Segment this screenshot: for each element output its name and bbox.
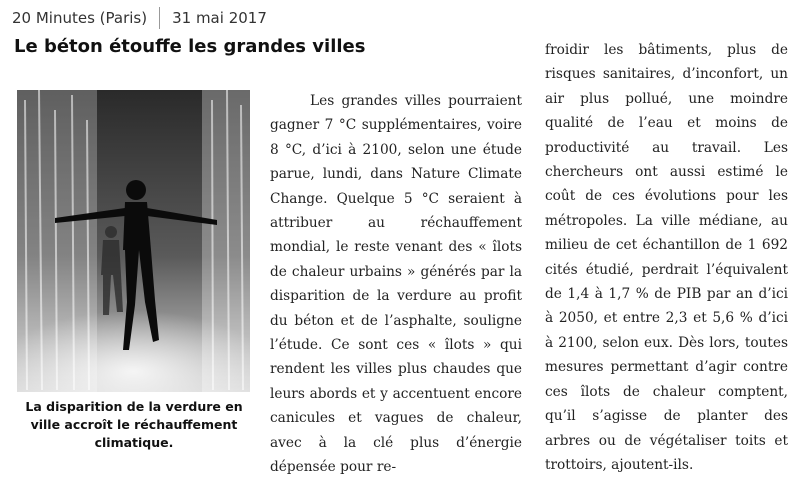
article-column-1: Les grandes villes pourraient gagner 7 °C supplémentaires, voire 8 °C, d’ici à 2100, selon une étude parue, lundi, dans Nature Climate Change. Quelque 5 °C seraient à attribuer au réchauffement mondial, le reste venant des « îlots de chaleur urbains » générés par la disparition de la verdure au profit du béton et de l’asphalte, souligne l’étude. Ce sont ces « îlots » qui rendent les villes plus chaudes que leurs abords et y accentuent encore canicules et vagues de chaleur, avec à la clé plus d’énergie dépensée pour re- [270,93,522,476]
publication-name: 20 Minutes (Paris) [12,9,148,27]
photo-caption: La disparition de la verdure en ville accroît le réchauffement climatique. [25,399,243,450]
article-column-2: froidir les bâtiments, plus de risques sanitaires, d’inconfort, un air plus pollué, une moindre qualité de l’eau et moins de productivité au travail. Les chercheurs ont aussi estimé le coût de ces évolutions pour les métropoles. La ville médiane, au milieu de cet échantillon de 1 692 cités étudié, perdrait l’équivalent de 1,4 à 1,7 % de PIB par an d’ici à 2050, et entre 2,3 et 5,6 % d’ici à 2100, selon eux. Dès lors, toutes mesures permettant d’agir contre ces îlots de chaleur comptent, qu’il s’agisse de planter des arbres ou de végétaliser toits et trottoirs, ajoutent-ils. [545,42,788,473]
article-headline: Le béton étouffe les grandes villes [14,36,366,57]
article-photo [17,90,250,392]
publication-date: 31 mai 2017 [172,9,267,27]
header-divider [159,7,160,29]
source-line [12,6,267,30]
